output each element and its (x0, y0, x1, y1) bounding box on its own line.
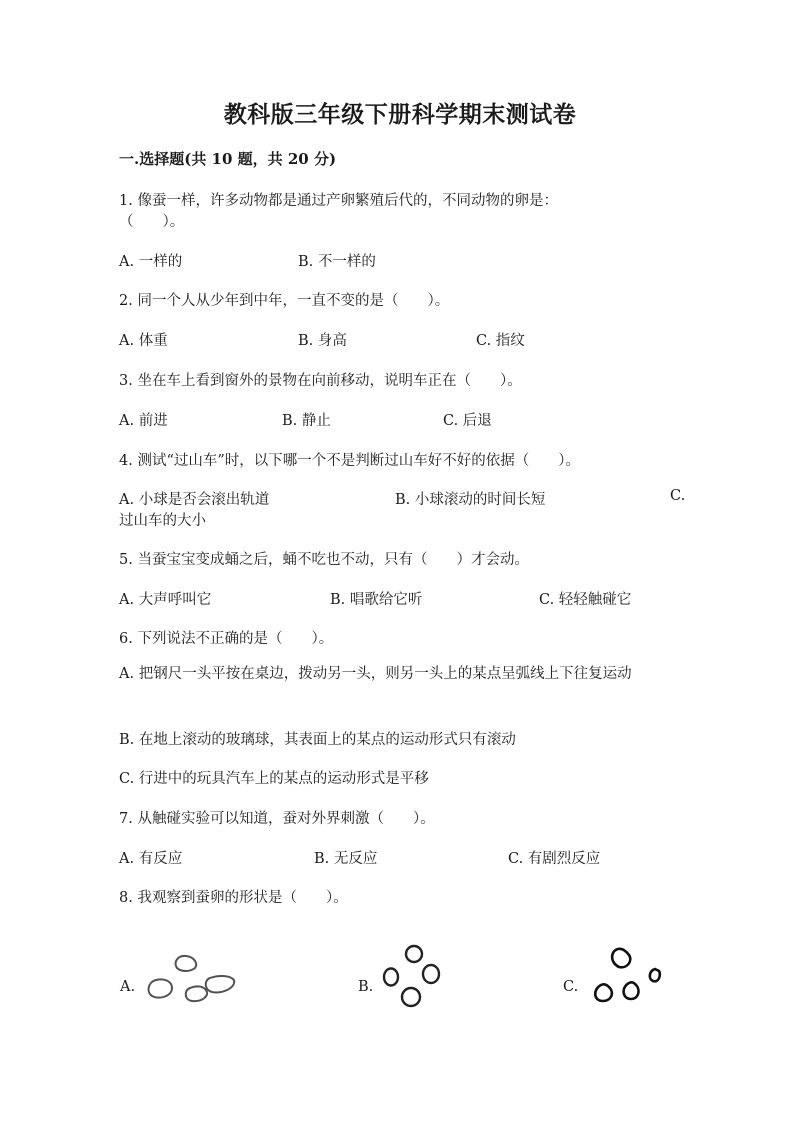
question-5-option-b: B. 唱歌给它听 (330, 592, 423, 608)
egg-b3 (423, 965, 439, 983)
egg-b4 (402, 988, 420, 1006)
question-3-option-c: C. 后退 (443, 413, 492, 429)
question-2-stem: 2. 同一个人从少年到中年，一直不变的是（ ）。 (119, 293, 450, 309)
question-2-option-b: B. 身高 (298, 333, 347, 349)
question-1-stem: 1. 像蚕一样，许多动物都是通过产卵繁殖后代的，不同动物的卵是： (119, 193, 558, 209)
egg-c4 (624, 982, 639, 999)
question-6-option-b: B. 在地上滚动的玻璃球，其表面上的某点的运动形式只有滚动 (119, 732, 516, 748)
question-4-option-b: B. 小球滚动的时间长短 (395, 492, 546, 508)
question-4-option-c-text: 过山车的大小 (119, 513, 206, 529)
question-8-option-b-label: B. (358, 979, 374, 995)
question-3-option-b: B. 静止 (282, 413, 331, 429)
question-4-stem: 4. 测试“过山车”时，以下哪一个不是判断过山车好不好的依据（ ）。 (119, 453, 581, 469)
question-7-option-c: C. 有剧烈反应 (508, 851, 601, 867)
egg-a4 (186, 986, 207, 1001)
question-1-option-a: A. 一样的 (119, 254, 183, 270)
option-b-eggs-image (378, 940, 448, 1010)
question-6-option-c: C. 行进中的玩具汽车上的某点的运动形式是平移 (119, 771, 429, 787)
question-7-option-a: A. 有反应 (119, 851, 183, 867)
egg-c3 (595, 984, 612, 1001)
egg-b1 (406, 946, 422, 962)
option-c-eggs-image (585, 943, 670, 1008)
question-6-stem: 6. 下列说法不正确的是（ ）。 (119, 631, 334, 647)
egg-c2 (650, 969, 660, 981)
question-3-stem: 3. 坐在车上看到窗外的景物在向前移动，说明车正在（ ）。 (119, 373, 522, 389)
egg-b2 (384, 969, 398, 986)
question-4-option-c: C. (670, 488, 686, 504)
question-5-option-c: C. 轻轻触碰它 (539, 592, 632, 608)
question-4-option-a: A. 小球是否会滚出轨道 (119, 492, 270, 508)
question-7-option-b: B. 无反应 (314, 851, 378, 867)
egg-a2 (149, 979, 172, 997)
question-7-stem: 7. 从触碰实验可以知道，蚕对外界刺激（ ）。 (119, 811, 435, 827)
question-1-stem-cont: （ ）。 (119, 214, 185, 230)
egg-c1 (612, 949, 630, 968)
question-6-option-a: A. 把钢尺一头平按在桌边，拨动另一头，则另一头上的某点呈弧线上下往复运动 (119, 666, 632, 682)
question-5-stem: 5. 当蚕宝宝变成蛹之后，蛹不吃也不动，只有（ ）才会动。 (119, 552, 529, 568)
question-8-stem: 8. 我观察到蚕卵的形状是（ ）。 (119, 890, 348, 906)
page-title: 教科版三年级下册科学期末测试卷 (223, 101, 577, 128)
question-2-option-a: A. 体重 (119, 333, 168, 349)
egg-a3 (206, 976, 234, 992)
option-a-eggs-image (140, 950, 250, 1010)
question-1-option-b: B. 不一样的 (298, 254, 376, 270)
question-3-option-a: A. 前进 (119, 413, 168, 429)
question-5-option-a: A. 大声呼叫它 (119, 592, 212, 608)
question-8-option-c-label: C. (563, 979, 579, 995)
section-heading: 一.选择题(共 10 题，共 20 分) (119, 150, 337, 168)
question-8-option-a-label: A. (120, 979, 136, 995)
egg-a1 (176, 956, 197, 971)
question-2-option-c: C. 指纹 (476, 333, 525, 349)
